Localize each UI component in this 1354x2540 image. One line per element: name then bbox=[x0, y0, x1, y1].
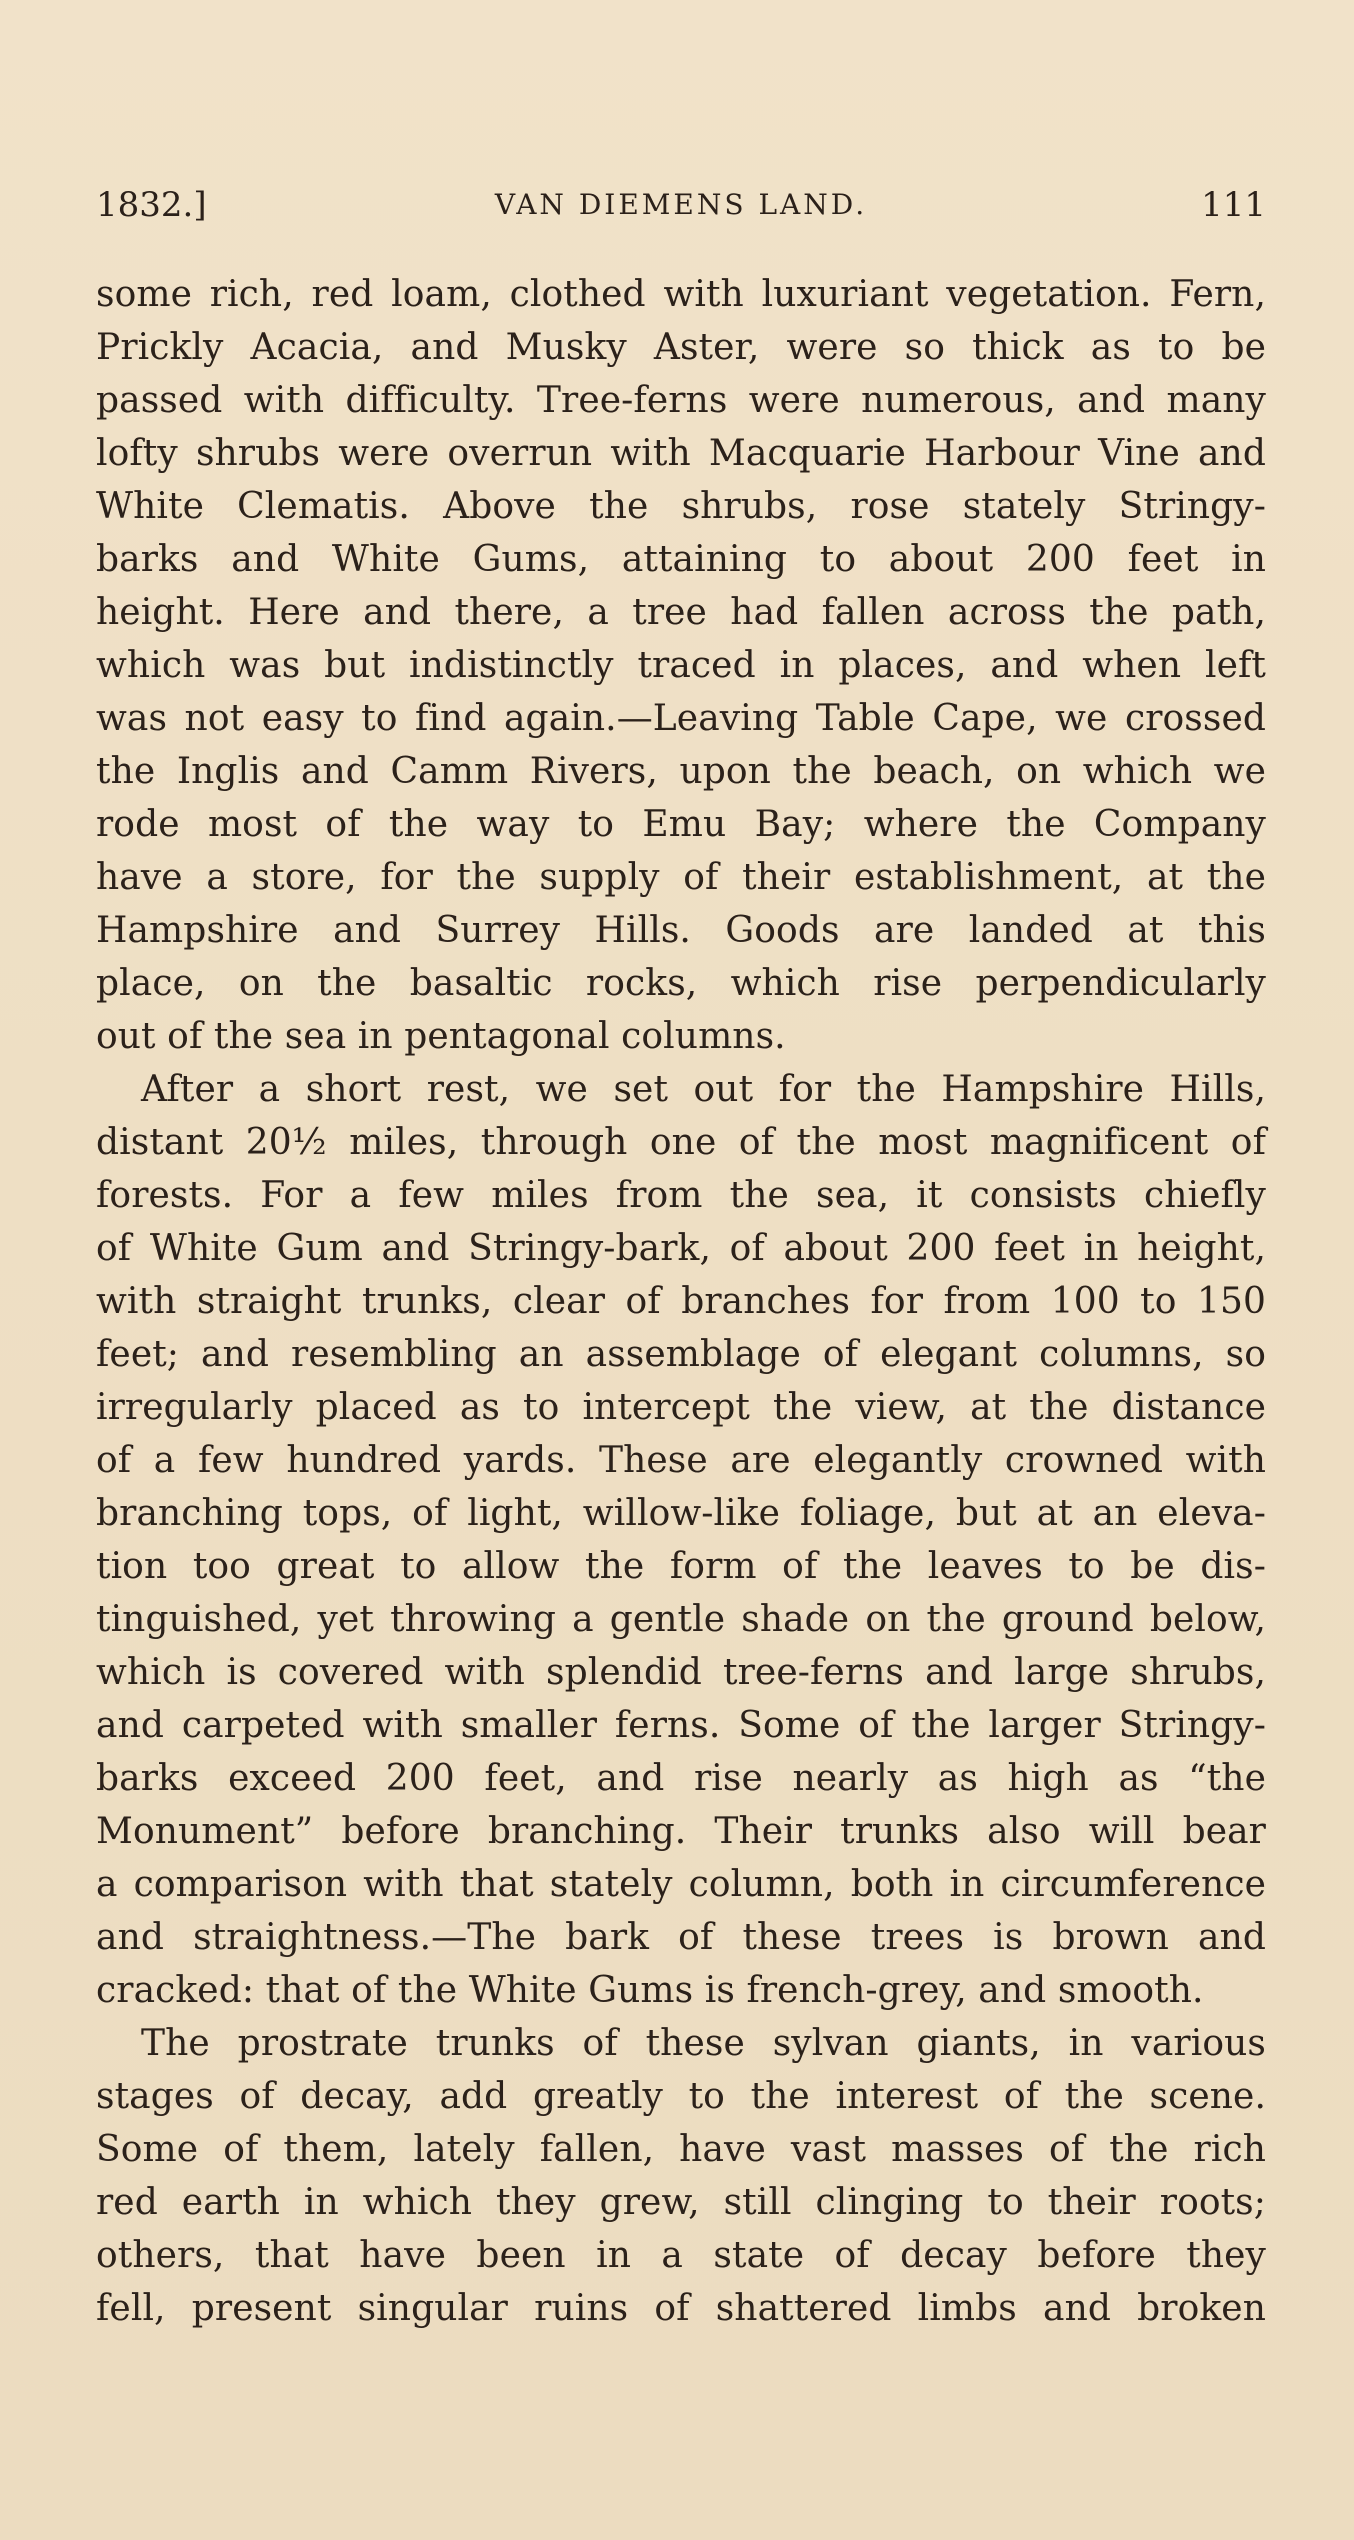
text-line: feet; and resembling an assemblage of elegant columns, so bbox=[96, 1334, 1266, 1375]
text-line: tion too great to allow the form of the leaves to be dis- bbox=[96, 1546, 1266, 1587]
text-line: Some of them, lately fallen, have vast masses of the rich bbox=[96, 2129, 1266, 2170]
text-line: place, on the basaltic rocks, which rise perpendicularly bbox=[96, 963, 1266, 1004]
page-number: 111 bbox=[1201, 185, 1266, 225]
text-line: After a short rest, we set out for the Hampshire Hills, bbox=[141, 1069, 1266, 1110]
text-line: which was but indistinctly traced in places, and when left bbox=[96, 645, 1266, 686]
text-line: stages of decay, add greatly to the interest of the scene. bbox=[96, 2076, 1266, 2117]
text-line: forests. For a few miles from the sea, it consists chiefly bbox=[96, 1175, 1266, 1216]
text-line: red earth in which they grew, still clinging to their roots; bbox=[96, 2182, 1266, 2223]
text-line: with straight trunks, clear of branches for from 100 to 150 bbox=[96, 1281, 1266, 1322]
text-line: others, that have been in a state of decay before they bbox=[96, 2235, 1266, 2276]
text-line: of a few hundred yards. These are elegantly crowned with bbox=[96, 1440, 1266, 1481]
text-line: cracked: that of the White Gums is french-grey, and smooth. bbox=[96, 1970, 1204, 2011]
text-line: and straightness.—The bark of these trees is brown and bbox=[96, 1917, 1266, 1958]
running-title: VAN DIEMENS LAND. bbox=[494, 188, 868, 221]
text-line: barks and White Gums, attaining to about 200 feet in bbox=[96, 539, 1266, 580]
text-line: branching tops, of light, willow-like foliage, but at an eleva- bbox=[96, 1493, 1266, 1534]
header-date: 1832.] bbox=[96, 185, 207, 225]
text-line: have a store, for the supply of their establishment, at the bbox=[96, 857, 1266, 898]
text-line: and carpeted with smaller ferns. Some of the larger Stringy- bbox=[96, 1705, 1266, 1746]
text-line: White Clematis. Above the shrubs, rose stately Stringy- bbox=[96, 486, 1266, 527]
text-line: the Inglis and Camm Rivers, upon the beach, on which we bbox=[96, 751, 1266, 792]
text-line: out of the sea in pentagonal columns. bbox=[96, 1016, 786, 1057]
text-line: of White Gum and Stringy-bark, of about 200 feet in height, bbox=[96, 1228, 1266, 1269]
text-line: barks exceed 200 feet, and rise nearly as high as “the bbox=[96, 1758, 1266, 1799]
text-line: irregularly placed as to intercept the view, at the distance bbox=[96, 1387, 1266, 1428]
text-line: rode most of the way to Emu Bay; where the Company bbox=[96, 804, 1266, 845]
text-line: Hampshire and Surrey Hills. Goods are landed at this bbox=[96, 910, 1266, 951]
body-text bbox=[96, 268, 1266, 2335]
text-line: fell, present singular ruins of shattered limbs and broken bbox=[96, 2288, 1266, 2329]
text-line: lofty shrubs were overrun with Macquarie Harbour Vine and bbox=[96, 433, 1266, 474]
text-line: passed with difficulty. Tree-ferns were numerous, and many bbox=[96, 380, 1266, 421]
text-line: a comparison with that stately column, both in circumference bbox=[96, 1864, 1266, 1905]
text-line: tinguished, yet throwing a gentle shade on the ground below, bbox=[96, 1599, 1266, 1640]
text-line: distant 20½ miles, through one of the most magnificent of bbox=[96, 1122, 1266, 1163]
text-line: some rich, red loam, clothed with luxuriant vegetation. Fern, bbox=[96, 274, 1266, 315]
running-header bbox=[96, 180, 1266, 230]
text-line: which is covered with splendid tree-ferns and large shrubs, bbox=[96, 1652, 1266, 1693]
text-line: The prostrate trunks of these sylvan giants, in various bbox=[141, 2023, 1266, 2064]
text-line: Prickly Acacia, and Musky Aster, were so thick as to be bbox=[96, 327, 1266, 368]
text-line: was not easy to find again.—Leaving Table Cape, we crossed bbox=[96, 698, 1266, 739]
text-line: height. Here and there, a tree had fallen across the path, bbox=[96, 592, 1266, 633]
text-line: Monument” before branching. Their trunks also will bear bbox=[96, 1811, 1266, 1852]
